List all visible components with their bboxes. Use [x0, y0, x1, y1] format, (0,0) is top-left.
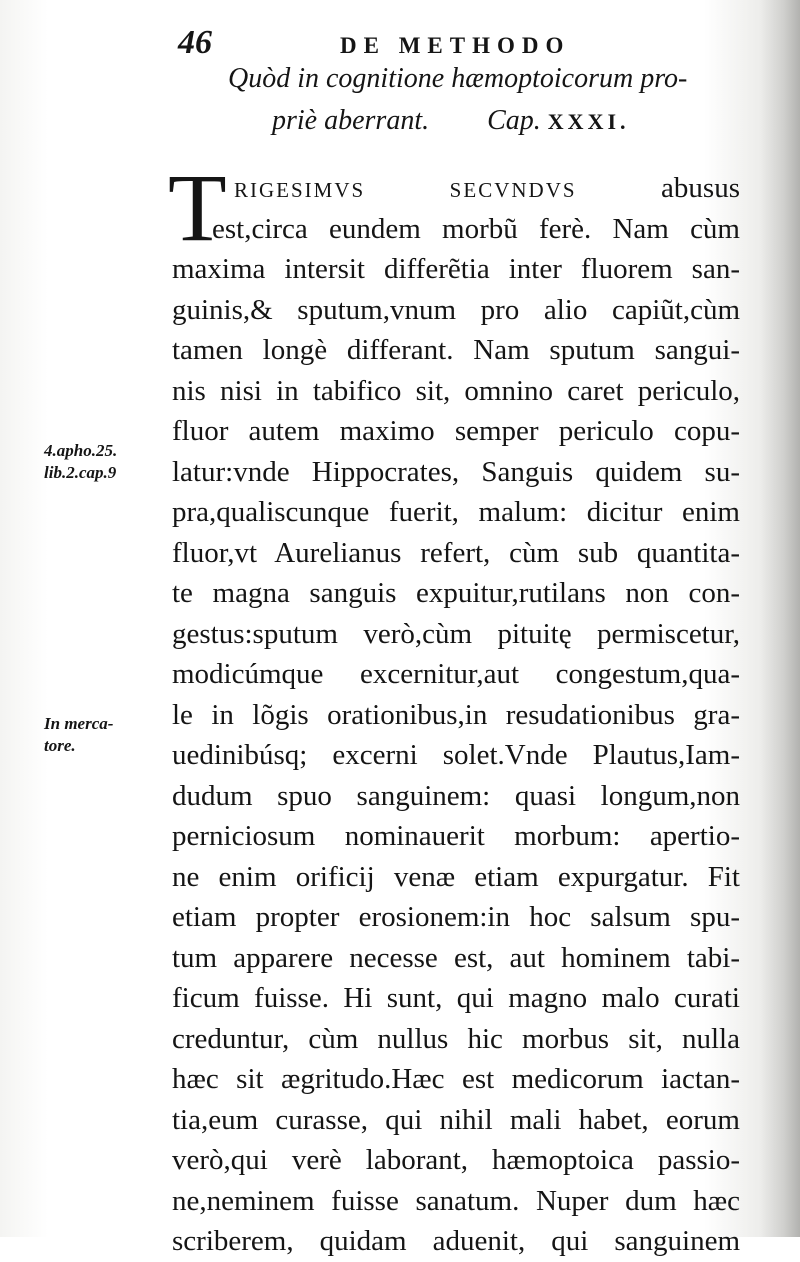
first-line-rest: abusus	[661, 172, 740, 204]
chapter-heading	[228, 58, 748, 143]
chapter-heading-line2-wrap	[272, 100, 748, 143]
text-line: hæc sit ægritudo.Hæc est medicorum iactan-	[172, 1063, 740, 1095]
first-text-line	[172, 168, 740, 209]
text-line: latur:vnde Hippocrates, Sanguis quidem su-	[172, 455, 740, 488]
gutter-shadow	[760, 0, 800, 1237]
text-line: modicúmque excernitur,aut congestum,qua-	[172, 658, 740, 690]
chapter-label-wrap	[487, 100, 629, 143]
margin-note-line: lib.2.cap.9	[44, 463, 117, 482]
text-line: maxima intersit differẽtia inter fluorem san-	[172, 253, 740, 285]
text-line: fluor autem maximo semper periculo copu-	[172, 415, 740, 447]
chapter-label: Cap.	[487, 105, 541, 136]
margin-note-line: tore.	[44, 736, 76, 755]
text-line: tamen longè differant. Nam sputum sangui-	[172, 334, 740, 366]
text-line: pra,qualiscunque fuerit, malum: dicitur enim	[172, 496, 740, 528]
text-line: gestus:sputum verò,cùm pituitę permiscetur,	[172, 617, 740, 650]
chapter-heading-line1: Quòd in cognitione hæmoptoicorum pro-	[228, 63, 688, 94]
text-line: est,circa eundem morbũ ferè. Nam cùm	[212, 212, 740, 245]
margin-note-line: In merca-	[44, 714, 114, 733]
page-number: 46	[178, 24, 212, 61]
margin-note-reference	[44, 440, 117, 484]
text-line: tia,eum curasse, qui nihil mali habet, eorum	[172, 1103, 740, 1136]
text-line: uedinibúsq; excerni solet.Vnde Plautus,Iam-	[172, 739, 740, 771]
margin-note-plautus	[44, 713, 113, 757]
text-line: ficum fuisse. Hi sunt, qui magno malo curati	[172, 982, 740, 1014]
text-line: guinis,& sputum,vnum pro alio capiũt,cùm	[172, 293, 740, 326]
text-line: creduntur, cùm nullus hic morbus sit, nulla	[172, 1022, 740, 1055]
text-line: te magna sanguis expuitur,rutilans non con-	[172, 577, 740, 609]
text-line: scriberem, quidam aduenit, qui sanguinem	[172, 1225, 740, 1257]
chapter-number: XXXI.	[547, 109, 630, 134]
first-line-smallcaps: RIGESIMVS SECVNDVS	[234, 178, 577, 202]
text-line: verò,qui verè laborant, hæmoptoica passio-	[172, 1144, 740, 1176]
text-line: le in lõgis orationibus,in resudationibus gra-	[172, 698, 740, 731]
chapter-heading-line2: priè aberrant.	[272, 105, 430, 136]
margin-note-line: 4.apho.25.	[44, 441, 118, 460]
text-line: dudum spuo sanguinem: quasi longum,non	[172, 779, 740, 812]
text-line: ne,neminem fuisse sanatum. Nuper dum hæc	[172, 1184, 740, 1217]
drop-cap: T	[168, 154, 227, 261]
text-line: etiam propter erosionem:in hoc salsum spu-	[172, 901, 740, 933]
text-line: perniciosum nominauerit morbum: apertio-	[172, 820, 740, 852]
text-line: fluor,vt Aurelianus refert, cùm sub quantita-	[172, 536, 740, 569]
text-line: tum apparere necesse est, aut hominem tabi-	[172, 941, 740, 974]
text-line: ne enim orificij venæ etiam expurgatur. Fit	[172, 860, 740, 893]
body-text	[172, 168, 740, 1262]
text-line: nis nisi in tabifico sit, omnino caret periculo,	[172, 374, 740, 407]
running-head: DE METHODO	[340, 33, 571, 58]
